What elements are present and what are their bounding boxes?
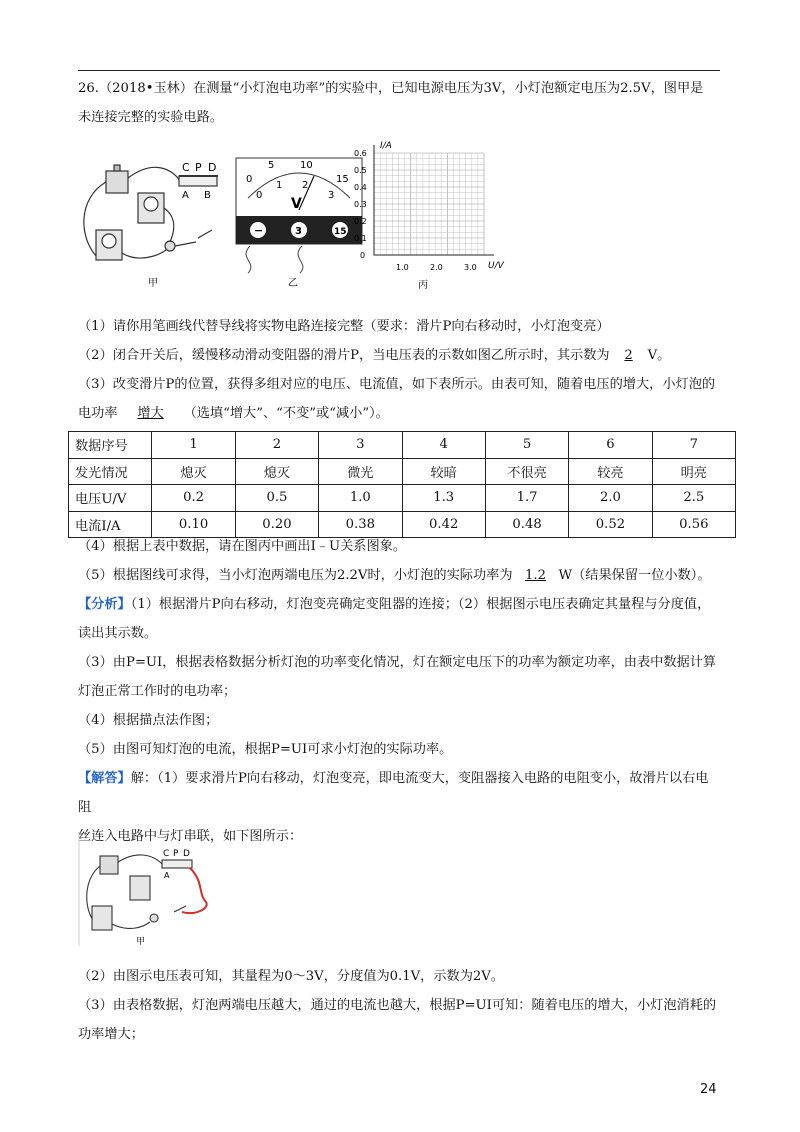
table-row <box>69 485 736 512</box>
graph-axes <box>374 145 494 255</box>
q3-line2 <box>78 399 720 428</box>
label-D: D <box>208 161 217 174</box>
table-row <box>69 458 736 485</box>
q3-answer: 增大 <box>137 406 164 421</box>
q4-text: （4）根据上表中数据，请在图丙中画出I﹣U关系图象。 <box>78 539 407 554</box>
lower-scale-1: 1 <box>276 180 283 191</box>
header-rule <box>78 70 720 71</box>
table-header-cell: 6 <box>569 432 652 459</box>
solution-figure-caption: 甲 <box>136 937 146 947</box>
voltmeter-small-icon <box>92 906 112 930</box>
meter-symbol: V <box>291 196 302 212</box>
table-cell: 不很亮 <box>485 458 568 485</box>
upper-scale-5: 5 <box>268 160 275 171</box>
caption-bing: 丙 <box>418 280 428 291</box>
solution-line-3: （2）由图示电压表可知，其量程为0～3V，分度值为0.1V，示数为2V。 <box>78 969 504 984</box>
analysis-text: （1）根据滑片P向右移动，灯泡变亮确定变阻器的连接；（2）根据图示电压表确定其量程与分度值， <box>130 597 711 612</box>
terminal-15: 15 <box>334 227 347 237</box>
table-header-cell: 2 <box>235 432 318 459</box>
table-cell: 0.38 <box>319 511 402 538</box>
table-cell: 0.5 <box>235 485 318 512</box>
solution-tag: 【解答】 <box>78 771 131 786</box>
analysis-line-1 <box>78 590 720 619</box>
bulb-icon <box>150 914 158 922</box>
battery-icon <box>106 171 128 193</box>
table-header-cell: 数据序号 <box>69 432 152 459</box>
q5-text: （5）根据图线可求得，当小灯泡两端电压为2.2V时，小灯泡的实际功率为 <box>78 568 513 583</box>
page-number: 24 <box>700 1082 717 1097</box>
solution-line-2: 丝连入电路中与灯串联，如下图所示： <box>78 829 303 844</box>
table-cell: 2.5 <box>652 485 735 512</box>
q3-options: （选填“增大”、“不变”或“减小”）。 <box>183 406 389 421</box>
table-cell: 0.56 <box>652 511 735 538</box>
lower-scale-2: 2 <box>302 180 309 191</box>
data-table <box>68 431 736 538</box>
label-B: B <box>204 190 211 201</box>
switch-icon <box>174 906 186 912</box>
q5-line <box>78 561 720 590</box>
table-cell: 1.3 <box>402 485 485 512</box>
table-cell: 0.20 <box>235 511 318 538</box>
y-tick-0-6: 0.6 <box>354 149 367 158</box>
q2-text: （2）闭合开关后，缓慢移动滑动变阻器的滑片P，当电压表的示数如图乙所示时，其示数为 <box>78 348 610 363</box>
terminal-neg: − <box>254 224 264 237</box>
solution-line-4: （3）由表格数据，灯泡两端电压越大，通过的电流也越大，根据P=UI可知：随着电压的增大，小灯泡消耗的 <box>78 998 717 1013</box>
x-tick-3: 3.0 <box>464 263 477 272</box>
y-tick-0: 0 <box>360 251 366 260</box>
table-header-cell: 4 <box>402 432 485 459</box>
y-tick-0-5: 0.5 <box>354 166 367 175</box>
solution-text: 解：（1）要求滑片P向右移动，灯泡变亮，即电流变大，变阻器接入电路的电阻变小，故滑片以右电阻 <box>78 771 709 815</box>
label-A: A <box>182 190 189 201</box>
table-cell: 微光 <box>319 458 402 485</box>
y-tick-0-2: 0.2 <box>354 217 367 226</box>
iu-graph-grid <box>374 145 494 255</box>
solution-section-2 <box>78 962 720 1049</box>
graph-y-label: I/A <box>380 141 392 151</box>
analysis-line-4: 灯泡正常工作时的电功率； <box>78 684 237 699</box>
figures-row <box>78 138 538 298</box>
battery-icon <box>100 856 118 874</box>
lower-scale-3: 3 <box>328 190 335 201</box>
table-cell: 电流I/A <box>69 511 152 538</box>
x-tick-2: 2.0 <box>430 263 443 272</box>
lower-scale-0: 0 <box>256 190 263 201</box>
solution-line-5: 功率增大； <box>78 1027 144 1042</box>
table-cell: 电压U/V <box>69 485 152 512</box>
terminal-3: 3 <box>295 226 302 237</box>
upper-scale-0: 0 <box>246 174 253 185</box>
analysis-line-2: 读出其示数。 <box>78 626 158 641</box>
table-header-cell: 1 <box>152 432 235 459</box>
table-cell: 0.10 <box>152 511 235 538</box>
analysis-tag: 【分析】 <box>78 597 131 612</box>
caption-yi: 乙 <box>288 278 298 289</box>
table-cell: 1.7 <box>485 485 568 512</box>
upper-scale-15: 15 <box>336 174 349 185</box>
q3-text: （3）改变滑片P的位置，获得多组对应的电压、电流值，如下表所示。由表可知，随着电压的增大，小灯泡的 <box>78 377 716 392</box>
table-cell: 较暗 <box>402 458 485 485</box>
q3-prefix: 电功率 <box>78 406 118 421</box>
table-header-row <box>69 432 736 459</box>
ammeter-icon <box>130 876 150 900</box>
table-cell: 1.0 <box>319 485 402 512</box>
circuit-diagram-jia <box>84 165 218 260</box>
table-cell: 发光情况 <box>69 458 152 485</box>
table-header-cell: 3 <box>319 432 402 459</box>
q5-answer: 1.2 <box>525 568 546 583</box>
graph-x-label: U/V <box>488 261 504 271</box>
question-parts-2 <box>78 532 720 590</box>
question-intro <box>78 74 720 132</box>
table-cell: 熄灭 <box>235 458 318 485</box>
table-cell: 0.48 <box>485 511 568 538</box>
label-C: C <box>163 849 170 859</box>
rheostat-icon <box>179 176 217 186</box>
analysis-line-6: （5）由图可知灯泡的电流，根据P=UI可求小灯泡的实际功率。 <box>78 742 453 757</box>
y-tick-0-1: 0.1 <box>354 234 367 243</box>
label-C: C <box>182 161 190 174</box>
q1-text: （1）请你用笔画线代替导线将实物电路连接完整（要求：滑片P向右移动时，小灯泡变亮） <box>78 319 610 334</box>
y-tick-0-4: 0.4 <box>354 183 367 192</box>
solution-line-1 <box>78 764 720 822</box>
label-P: P <box>173 849 179 859</box>
upper-scale-10: 10 <box>300 160 313 171</box>
q2-unit: V。 <box>647 348 671 363</box>
q5-note: W（结果保留一位小数）。 <box>558 568 711 583</box>
caption-jia: 甲 <box>148 278 158 289</box>
analysis-line-3: （3）由P=UI，根据表格数据分析灯泡的功率变化情况，灯在额定电压下的功率为额定功率，由表中数据计算 <box>78 655 717 670</box>
intro-line-1: 26.（2018•玉林）在测量“小灯泡电功率”的实验中，已知电源电压为3V，小灯泡额定电压为2.5V，图甲是 <box>78 81 704 96</box>
rheostat-icon <box>162 860 192 868</box>
analysis-section <box>78 590 720 764</box>
table-header-cell: 5 <box>485 432 568 459</box>
label-D: D <box>183 849 190 859</box>
table-header-cell: 7 <box>652 432 735 459</box>
q2-line <box>78 341 720 370</box>
table-cell: 0.2 <box>152 485 235 512</box>
intro-line-2: 未连接完整的实验电路。 <box>78 110 224 125</box>
table-cell: 0.42 <box>402 511 485 538</box>
table-cell: 明亮 <box>652 458 735 485</box>
table-cell: 熄灭 <box>152 458 235 485</box>
table-cell: 2.0 <box>569 485 652 512</box>
table-cell: 较亮 <box>569 458 652 485</box>
table-cell: 0.52 <box>569 511 652 538</box>
switch-icon <box>198 230 212 238</box>
y-tick-0-3: 0.3 <box>354 200 367 209</box>
bulb-icon <box>165 241 175 251</box>
q2-answer: 2 <box>624 348 633 363</box>
analysis-line-5: （4）根据描点法作图； <box>78 713 219 728</box>
x-tick-1: 1.0 <box>396 263 409 272</box>
label-P: P <box>195 161 202 174</box>
label-A: A <box>164 871 170 880</box>
question-parts <box>78 312 720 428</box>
solution-circuit-figure <box>78 832 218 950</box>
